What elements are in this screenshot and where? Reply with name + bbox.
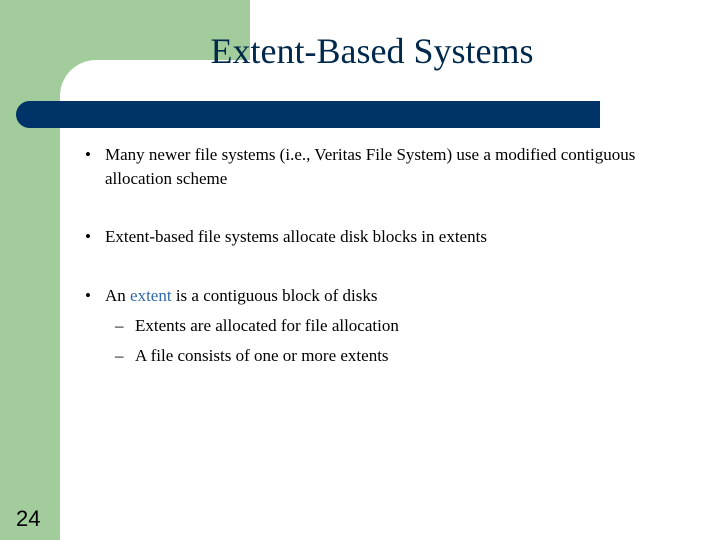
bullet-text: Many newer file systems (i.e., Veritas File System) use a modified contiguous allocation scheme xyxy=(105,145,636,188)
slide-title: Extent-Based Systems xyxy=(210,31,534,71)
dash-marker: – xyxy=(115,346,124,365)
highlighted-term: extent xyxy=(130,286,172,305)
bullet-marker: • xyxy=(85,145,91,164)
sub-bullet-item xyxy=(75,344,675,368)
bullet-text-prefix: An xyxy=(105,286,131,305)
sub-bullet-text: A file consists of one or more extents xyxy=(135,346,389,365)
bullet-item xyxy=(75,225,675,249)
bullet-marker: • xyxy=(85,286,91,305)
bullet-item xyxy=(75,143,675,191)
dash-marker: – xyxy=(115,316,124,335)
slide-number: 24 xyxy=(16,506,41,531)
bullet-item xyxy=(75,284,675,308)
bullet-text: Extent-based file systems allocate disk blocks in extents xyxy=(105,227,487,246)
sub-bullet-text: Extents are allocated for file allocation xyxy=(135,316,399,335)
sub-bullet-item xyxy=(75,314,675,338)
title-underline-bar xyxy=(16,101,600,128)
slide-content xyxy=(75,143,675,368)
green-side-band xyxy=(0,0,60,540)
white-rounded-corner xyxy=(60,60,300,140)
bullet-marker: • xyxy=(85,227,91,246)
bullet-text-suffix: is a contiguous block of disks xyxy=(171,286,378,305)
